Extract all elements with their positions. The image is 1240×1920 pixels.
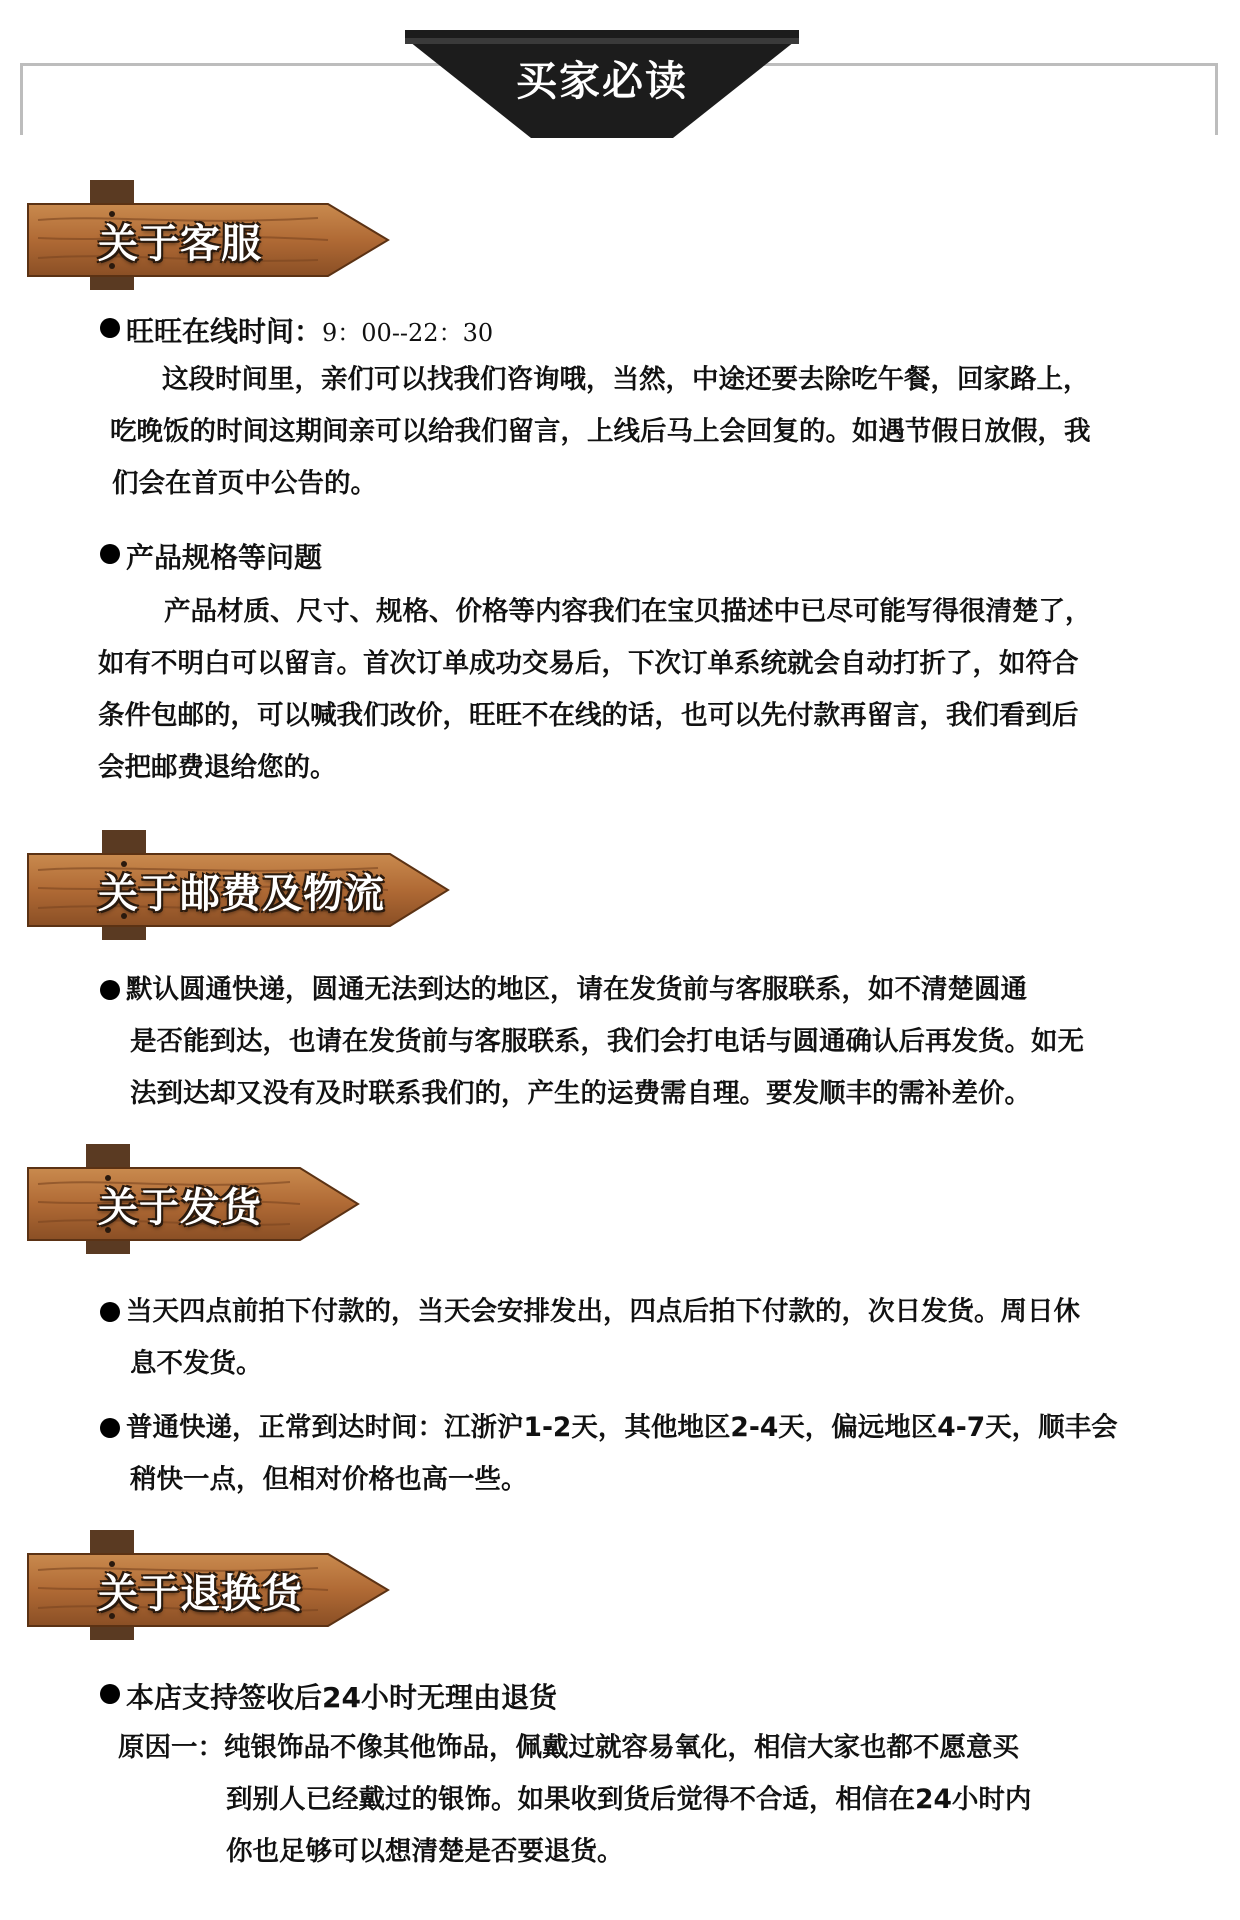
- page-title: 买家必读: [516, 57, 688, 105]
- bullet-heading: 产品规格等问题: [100, 536, 322, 576]
- paragraph: 产品材质、尺寸、规格、价格等内容我们在宝贝描述中已尽可能写得很清楚了， 如有不明白可以留言。首次订单成功交易后，下次订单系统就会自动打折了，如符合 条件包邮的，可以喊我们改价，旺旺不在线的话，也可以先付款再留言，我们看到后 会把邮费退给您的。: [98, 596, 1092, 783]
- bullet-heading: 旺旺在线时间：9：00--22：30: [100, 310, 493, 350]
- section-heading: 关于客服: [98, 221, 262, 267]
- header-rule-left: [20, 63, 23, 135]
- bullet-dot-icon: [100, 1302, 120, 1322]
- section-heading: 关于发货: [98, 1185, 262, 1231]
- paragraph: 当天四点前拍下付款的，当天会安排发出，四点后拍下付款的，次日发货。周日休 息不发货。: [100, 1286, 1080, 1390]
- bullet-dot-icon: [100, 1418, 120, 1438]
- paragraph: 普通快递，正常到达时间：江浙沪1-2天，其他地区2-4天，偏远地区4-7天，顺丰会 稍快一点，但相对价格也高一些。: [100, 1402, 1118, 1506]
- bullet-heading: 本店支持签收后24小时无理由退货: [100, 1676, 557, 1716]
- paragraph: 这段时间里，亲们可以找我们咨询哦，当然，中途还要去除吃午餐，回家路上， 吃晚饭的时间这期间亲可以给我们留言，上线后马上会回复的。如遇节假日放假，我 们会在首页中公告的。: [110, 364, 1091, 499]
- bullet-dot-icon: [100, 980, 120, 1000]
- section-heading: 关于邮费及物流: [98, 871, 385, 917]
- section-heading: 关于退换货: [98, 1571, 303, 1617]
- bullet-dot-icon: [100, 318, 120, 338]
- online-hours: 9：00--22：30: [322, 319, 494, 347]
- bullet-dot-icon: [100, 1684, 120, 1704]
- header-rule-right: [1215, 63, 1218, 135]
- paragraph: 原因一：纯银饰品不像其他饰品，佩戴过就容易氧化，相信大家也都不愿意买 到别人已经戴过的银饰。如果收到货后觉得不合适，相信在24小时内 你也足够可以想清楚是否要退货。: [118, 1732, 1032, 1867]
- bullet-dot-icon: [100, 544, 120, 564]
- paragraph: 默认圆通快递，圆通无法到达的地区，请在发货前与客服联系，如不清楚圆通 是否能到达，也请在发货前与客服联系，我们会打电话与圆通确认后再发货。如无 法到达却又没有及时联系我们的，产生的运费需自理。要发顺丰的需补差价。: [100, 964, 1084, 1120]
